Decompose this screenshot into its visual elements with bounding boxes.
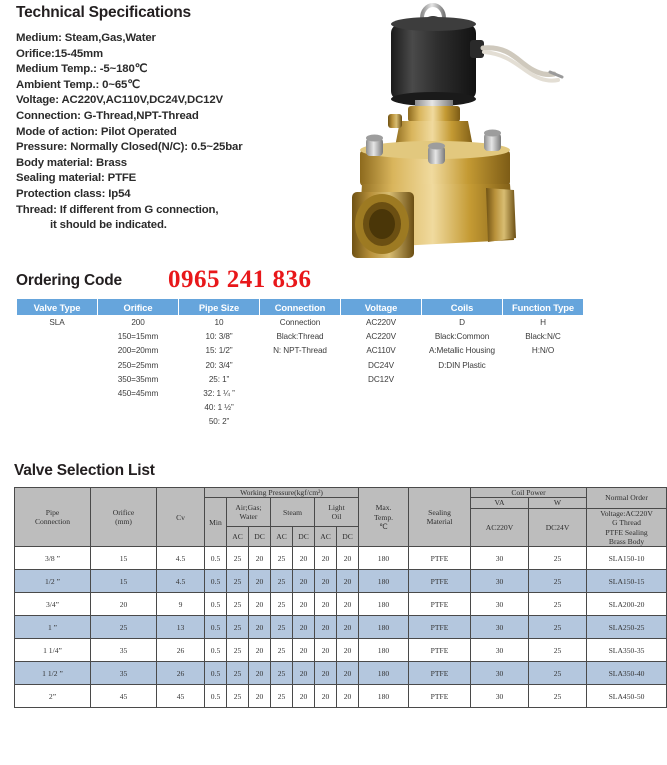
ordering-code-cell xyxy=(422,386,503,400)
cell-agw-ac: 25 xyxy=(227,593,249,616)
ordering-code-row xyxy=(17,415,584,429)
ordering-code-cell: 15: 1/2” xyxy=(205,346,233,356)
ordering-code-section xyxy=(16,272,586,429)
cell-steam-ac: 25 xyxy=(271,662,293,685)
header-maxtemp-line2: Temp. xyxy=(373,512,394,522)
ordering-code-row xyxy=(17,358,584,372)
ordering-code-cell: 10: 3/8” xyxy=(205,332,233,342)
ordering-code-row xyxy=(17,386,584,400)
cell-max-temp: 180 xyxy=(359,547,409,570)
spec-line: Medium: Steam,Gas,Water xyxy=(16,32,156,44)
ordering-code-cell: Black:N/C xyxy=(525,332,561,342)
ordering-code-cell: AC220V xyxy=(366,318,396,328)
cell-sealing: PTFE xyxy=(409,639,471,662)
ordering-header-cell: Coils xyxy=(422,299,503,316)
cell-order: SLA200-20 xyxy=(587,593,667,616)
cell-steam-dc: 20 xyxy=(293,662,315,685)
cell-max-temp: 180 xyxy=(359,662,409,685)
cell-agw-dc: 20 xyxy=(249,685,271,708)
spec-line: Thread: If different from G connection, xyxy=(16,203,219,216)
header-row-1 xyxy=(15,488,667,498)
cell-steam-dc: 20 xyxy=(293,639,315,662)
cell-orifice: 35 xyxy=(91,662,157,685)
ordering-code-cell: Connection xyxy=(279,318,321,328)
cell-max-temp: 180 xyxy=(359,593,409,616)
valve-selection-list-title: Valve Selection List xyxy=(14,462,155,479)
ordering-code-cell: D:DIN Plastic xyxy=(438,360,486,370)
cell-oil-dc: 20 xyxy=(337,547,359,570)
spec-line: Ambient Temp.: 0~65℃ xyxy=(16,78,140,91)
spec-line: Orifice:15-45mm xyxy=(16,47,104,60)
header-normal-order: Normal Order xyxy=(587,488,667,509)
cell-steam-ac: 25 xyxy=(271,593,293,616)
header-maxtemp-line3: ℃ xyxy=(379,521,388,531)
ordering-code-row xyxy=(17,344,584,358)
product-photo-solenoid-valve xyxy=(318,2,590,270)
ordering-header-cell: Voltage xyxy=(341,299,422,316)
ordering-header-cell: Orifice xyxy=(98,299,179,316)
ordering-code-row xyxy=(17,372,584,386)
cell-oil-ac: 20 xyxy=(315,570,337,593)
ordering-code-cell: 40: 1 ½” xyxy=(204,403,234,413)
cell-oil-dc: 20 xyxy=(337,662,359,685)
ordering-code-cell: AC220V xyxy=(366,332,396,342)
ordering-code-cell xyxy=(503,415,584,429)
cell-steam-ac: 25 xyxy=(271,570,293,593)
spec-line: Mode of action: Pilot Operated xyxy=(16,125,177,138)
cell-sealing: PTFE xyxy=(409,662,471,685)
cell-pipe: 3/4” xyxy=(15,593,91,616)
spec-line: Connection: G-Thread,NPT-Thread xyxy=(16,109,199,122)
ordering-code-cell: 32: 1 ¼ ” xyxy=(203,389,235,399)
cell-va: 30 xyxy=(471,593,529,616)
cell-va: 30 xyxy=(471,639,529,662)
ordering-code-cell: 10 xyxy=(214,318,224,328)
ordering-code-cell: 25: 1” xyxy=(208,374,230,384)
contact-phone-number: 0965 241 836 xyxy=(168,266,312,293)
header-agw-line1: Air;Gas; xyxy=(235,502,262,512)
cell-agw-ac: 25 xyxy=(227,570,249,593)
cell-w: 25 xyxy=(529,685,587,708)
spec-line: Voltage: AC220V,AC110V,DC24V,DC12V xyxy=(16,94,224,107)
cell-steam-dc: 20 xyxy=(293,593,315,616)
ordering-code-cell: AC110V xyxy=(366,346,396,356)
cell-agw-dc: 20 xyxy=(249,662,271,685)
table-row xyxy=(15,639,667,662)
valve-selection-body xyxy=(15,547,667,708)
cell-max-temp: 180 xyxy=(359,616,409,639)
cell-w: 25 xyxy=(529,662,587,685)
cell-sealing: PTFE xyxy=(409,616,471,639)
cell-va: 30 xyxy=(471,570,529,593)
ordering-code-body xyxy=(17,316,584,430)
cell-agw-dc: 20 xyxy=(249,570,271,593)
cell-orifice: 25 xyxy=(91,616,157,639)
ordering-code-cell xyxy=(17,330,98,344)
table-row xyxy=(15,662,667,685)
cell-va: 30 xyxy=(471,685,529,708)
ordering-code-cell xyxy=(17,401,98,415)
cell-sealing: PTFE xyxy=(409,547,471,570)
cell-max-temp: 180 xyxy=(359,639,409,662)
ordering-code-cell: N: NPT-Thread xyxy=(273,346,327,356)
ordering-code-cell xyxy=(341,415,422,429)
cell-cv: 26 xyxy=(157,639,205,662)
header-steam: Steam xyxy=(271,498,315,527)
header-coil-dc24v: DC24V xyxy=(529,508,587,547)
header-pipe-connection xyxy=(15,488,91,547)
cell-min: 0.5 xyxy=(205,616,227,639)
ordering-code-cell: Black:Thread xyxy=(276,332,324,342)
header-oil-line2: Oil xyxy=(331,512,342,522)
cell-steam-dc: 20 xyxy=(293,685,315,708)
ordering-code-cell xyxy=(17,415,98,429)
ordering-code-row xyxy=(17,401,584,415)
cell-min: 0.5 xyxy=(205,685,227,708)
header-steam-ac: AC xyxy=(271,527,293,547)
ordering-code-cell xyxy=(260,401,341,415)
ordering-code-cell: Black:Common xyxy=(434,332,490,342)
cell-order: SLA450-50 xyxy=(587,685,667,708)
cell-cv: 9 xyxy=(157,593,205,616)
cell-steam-ac: 25 xyxy=(271,547,293,570)
cell-oil-dc: 20 xyxy=(337,570,359,593)
cell-orifice: 45 xyxy=(91,685,157,708)
cell-agw-ac: 25 xyxy=(227,616,249,639)
cell-oil-ac: 20 xyxy=(315,662,337,685)
cell-steam-ac: 25 xyxy=(271,685,293,708)
cell-steam-dc: 20 xyxy=(293,547,315,570)
cell-order: SLA150-15 xyxy=(587,570,667,593)
ordering-code-cell: A:Metallic Housing xyxy=(428,346,495,356)
cell-oil-ac: 20 xyxy=(315,593,337,616)
cell-oil-ac: 20 xyxy=(315,639,337,662)
ordering-code-cell: 200 xyxy=(131,318,145,328)
cell-pipe: 1/2 ” xyxy=(15,570,91,593)
spec-line: Body material: Brass xyxy=(16,156,127,169)
ordering-code-cell xyxy=(17,358,98,372)
header-air-gas-water xyxy=(227,498,271,527)
cell-max-temp: 180 xyxy=(359,570,409,593)
ordering-code-cell xyxy=(503,386,584,400)
header-sealing-line2: Material xyxy=(426,517,453,527)
cell-agw-ac: 25 xyxy=(227,685,249,708)
ordering-code-cell: 200=20mm xyxy=(117,346,159,356)
ordering-code-cell xyxy=(260,372,341,386)
cell-order: SLA250-25 xyxy=(587,616,667,639)
header-oil-dc: DC xyxy=(337,527,359,547)
cell-order: SLA150-10 xyxy=(587,547,667,570)
ordering-code-cell xyxy=(341,401,422,415)
cell-orifice: 35 xyxy=(91,639,157,662)
cell-min: 0.5 xyxy=(205,593,227,616)
ordering-code-cell xyxy=(422,415,503,429)
header-sealing-material xyxy=(409,488,471,547)
header-light-oil xyxy=(315,498,359,527)
header-normal-order-detail xyxy=(587,508,667,547)
cell-oil-dc: 20 xyxy=(337,616,359,639)
cell-cv: 4.5 xyxy=(157,570,205,593)
cell-oil-dc: 20 xyxy=(337,593,359,616)
ordering-code-cell: D xyxy=(459,318,465,328)
cell-max-temp: 180 xyxy=(359,685,409,708)
ordering-code-cell: H xyxy=(540,318,546,328)
ordering-code-cell: DC12V xyxy=(368,374,394,384)
spec-line: Medium Temp.: -5~180℃ xyxy=(16,63,148,76)
normal-order-line3: PTFE Sealing xyxy=(605,527,648,537)
cell-agw-ac: 25 xyxy=(227,662,249,685)
header-maxtemp-line1: Max. xyxy=(375,503,392,513)
ordering-code-cell: 450=45mm xyxy=(117,389,159,399)
ordering-code-cell: SLA xyxy=(49,318,65,328)
ordering-code-cell xyxy=(503,358,584,372)
header-coil-ac220v: AC220V xyxy=(471,508,529,547)
cell-pipe: 2” xyxy=(15,685,91,708)
cell-pipe: 3/8 ” xyxy=(15,547,91,570)
ordering-code-cell xyxy=(98,401,179,415)
cell-w: 25 xyxy=(529,570,587,593)
header-max-temp xyxy=(359,488,409,547)
ordering-header-cell: Connection xyxy=(260,299,341,316)
ordering-code-cell xyxy=(503,401,584,415)
ordering-header-cell: Function Type xyxy=(503,299,584,316)
ordering-code-cell xyxy=(260,415,341,429)
ordering-code-cell xyxy=(422,372,503,386)
ordering-code-header-row xyxy=(17,299,584,316)
header-orifice xyxy=(91,488,157,547)
cell-w: 25 xyxy=(529,639,587,662)
technical-specifications-section xyxy=(16,4,346,234)
spec-line: Sealing material: PTFE xyxy=(16,172,137,185)
cell-va: 30 xyxy=(471,616,529,639)
ordering-code-cell: 20: 3/4” xyxy=(205,360,233,370)
cell-oil-dc: 20 xyxy=(337,639,359,662)
cell-agw-dc: 20 xyxy=(249,639,271,662)
cell-sealing: PTFE xyxy=(409,593,471,616)
cell-pipe: 1 1/2 ” xyxy=(15,662,91,685)
cell-cv: 13 xyxy=(157,616,205,639)
cell-cv: 26 xyxy=(157,662,205,685)
cell-w: 25 xyxy=(529,593,587,616)
valve-selection-list-section xyxy=(14,462,653,708)
cell-w: 25 xyxy=(529,616,587,639)
header-steam-dc: DC xyxy=(293,527,315,547)
cell-order: SLA350-40 xyxy=(587,662,667,685)
header-min: Min xyxy=(205,498,227,547)
page-title: Technical Specifications xyxy=(16,4,191,21)
cell-cv: 45 xyxy=(157,685,205,708)
cell-agw-dc: 20 xyxy=(249,593,271,616)
cell-va: 30 xyxy=(471,547,529,570)
cell-orifice: 15 xyxy=(91,547,157,570)
ordering-code-row xyxy=(17,316,584,330)
ordering-code-cell xyxy=(17,344,98,358)
table-row xyxy=(15,570,667,593)
header-agw-ac: AC xyxy=(227,527,249,547)
ordering-code-table xyxy=(16,298,584,429)
ordering-code-cell xyxy=(422,401,503,415)
header-orifice-line1: Orifice xyxy=(112,507,135,517)
cell-pipe: 1 ” xyxy=(15,616,91,639)
specifications-list xyxy=(16,31,346,234)
header-va: VA xyxy=(471,498,529,508)
cell-oil-ac: 20 xyxy=(315,616,337,639)
header-oil-line1: Light xyxy=(328,502,345,512)
normal-order-line4: Brass Body xyxy=(608,537,645,547)
cell-order: SLA350-35 xyxy=(587,639,667,662)
header-oil-ac: AC xyxy=(315,527,337,547)
spec-line: Protection class: Ip54 xyxy=(16,187,131,200)
normal-order-line2: G Thread xyxy=(612,518,641,528)
cell-agw-dc: 20 xyxy=(249,616,271,639)
ordering-header-cell: Pipe Size xyxy=(179,299,260,316)
header-w: W xyxy=(529,498,587,508)
ordering-code-title: Ordering Code xyxy=(16,272,122,289)
ordering-code-cell: 150=15mm xyxy=(117,332,159,342)
cell-sealing: PTFE xyxy=(409,570,471,593)
header-pipe-line1: Pipe xyxy=(45,507,60,517)
header-pipe-line2: Connection xyxy=(34,517,70,527)
ordering-code-cell xyxy=(341,386,422,400)
cell-orifice: 15 xyxy=(91,570,157,593)
cell-cv: 4.5 xyxy=(157,547,205,570)
table-row xyxy=(15,593,667,616)
table-row xyxy=(15,616,667,639)
cell-oil-ac: 20 xyxy=(315,547,337,570)
ordering-code-cell: 50: 2” xyxy=(208,417,230,427)
ordering-code-cell: 250=25mm xyxy=(117,360,159,370)
cell-agw-ac: 25 xyxy=(227,547,249,570)
normal-order-line1: Voltage:AC220V xyxy=(600,508,653,518)
header-working-pressure: Working Pressure(kgf/cm²) xyxy=(205,488,359,498)
cell-pipe: 1 1/4” xyxy=(15,639,91,662)
cell-min: 0.5 xyxy=(205,570,227,593)
ordering-header-cell: Valve Type xyxy=(17,299,98,316)
valve-selection-table xyxy=(14,487,667,708)
valve-selection-header xyxy=(15,488,667,547)
table-row xyxy=(15,547,667,570)
header-agw-dc: DC xyxy=(249,527,271,547)
ordering-code-cell: DC24V xyxy=(368,360,394,370)
cell-agw-ac: 25 xyxy=(227,639,249,662)
spec-line: it should be indicated. xyxy=(50,219,167,232)
spec-line: Pressure: Normally Closed(N/C): 0.5~25bar xyxy=(16,141,243,154)
cell-steam-dc: 20 xyxy=(293,616,315,639)
ordering-code-cell xyxy=(503,372,584,386)
header-coil-power: Coil Power xyxy=(471,488,587,498)
cell-steam-ac: 25 xyxy=(271,616,293,639)
cell-sealing: PTFE xyxy=(409,685,471,708)
cell-agw-dc: 20 xyxy=(249,547,271,570)
header-sealing-line1: Sealing xyxy=(428,507,451,517)
cell-oil-dc: 20 xyxy=(337,685,359,708)
header-orifice-line2: (mm) xyxy=(115,517,132,527)
ordering-code-cell: 350=35mm xyxy=(117,374,159,384)
cell-steam-dc: 20 xyxy=(293,570,315,593)
cell-steam-ac: 25 xyxy=(271,639,293,662)
ordering-code-row xyxy=(17,330,584,344)
ordering-code-cell xyxy=(17,372,98,386)
cell-va: 30 xyxy=(471,662,529,685)
ordering-code-cell xyxy=(98,415,179,429)
cell-w: 25 xyxy=(529,547,587,570)
ordering-code-cell xyxy=(17,386,98,400)
ordering-code-cell xyxy=(260,386,341,400)
cell-oil-ac: 20 xyxy=(315,685,337,708)
cell-min: 0.5 xyxy=(205,547,227,570)
ordering-code-cell xyxy=(260,358,341,372)
header-cv: Cv xyxy=(157,488,205,547)
cell-min: 0.5 xyxy=(205,639,227,662)
header-agw-line2: Water xyxy=(239,512,258,522)
cell-min: 0.5 xyxy=(205,662,227,685)
table-row xyxy=(15,685,667,708)
ordering-code-cell: H:N/O xyxy=(531,346,555,356)
cell-orifice: 20 xyxy=(91,593,157,616)
